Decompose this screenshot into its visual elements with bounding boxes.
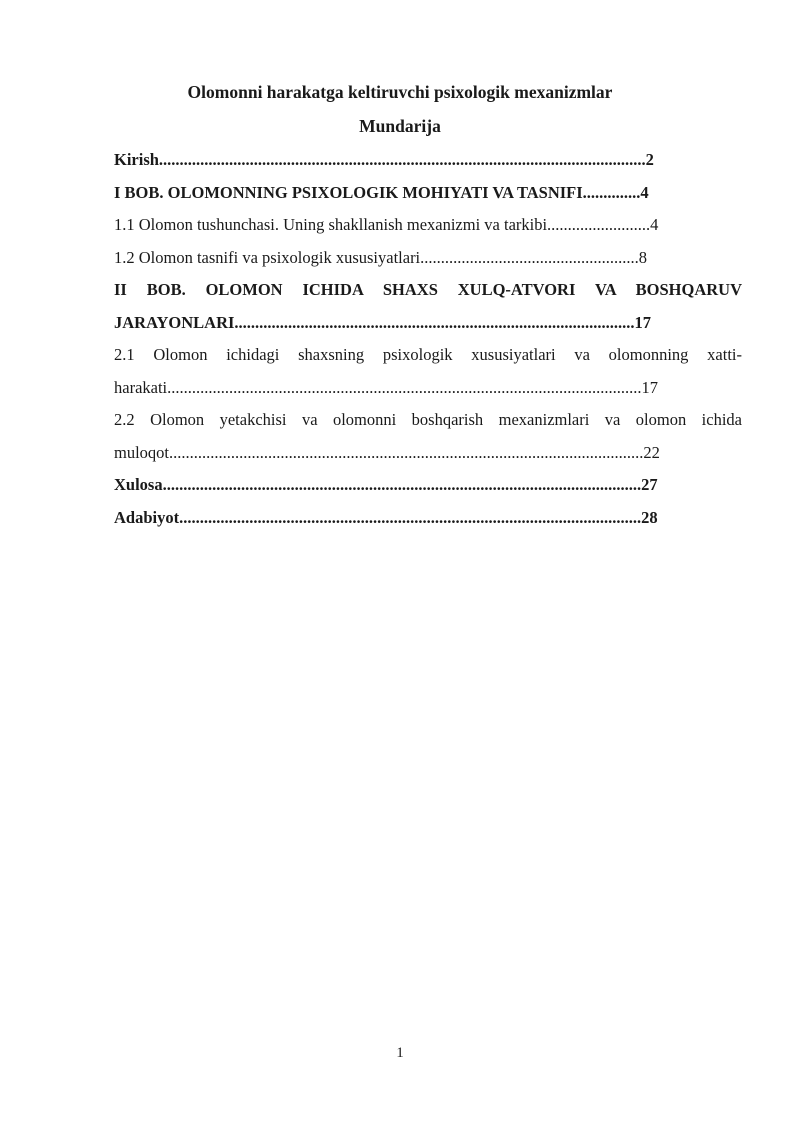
toc-entry-section-2-1-line-1: 2.1 Olomon ichidagi shaxsning psixologik xususiyatlari va olomonning xatti- [114, 345, 742, 364]
toc-entry-adabiyot: Adabiyot................................................................................................................28 [114, 507, 658, 527]
toc-entry-xulosa: Xulosa....................................................................................................................27 [114, 475, 658, 494]
toc-entry-chapter-2-line-2: JARAYONLARI.................................................................................................17 [114, 312, 652, 332]
toc-heading: Mundarija [359, 116, 441, 136]
toc-entry-section-1-1: 1.1 Olomon tushunchasi. Uning shakllanish mexanizmi va tarkibi.........................4 [114, 215, 659, 234]
toc-entry-kirish: Kirish......................................................................................................................2 [114, 150, 654, 169]
toc-entry-section-2-1-line-2: harakati...................................................................................................................17 [114, 377, 659, 397]
toc-entry-section-1-2: 1.2 Olomon tasnifi va psixologik xususiyatlari.....................................................8 [114, 247, 648, 267]
table-of-contents [114, 144, 742, 534]
toc-entry-chapter-1: I BOB. OLOMONNING PSIXOLOGIK MOHIYATI VA TASNIFI..............4 [114, 182, 649, 202]
document-title: Olomonni harakatga keltiruvchi psixologik mexanizmlar [187, 82, 613, 102]
toc-entry-section-2-2-line-2: muloqot...................................................................................................................22 [114, 442, 660, 462]
toc-entry-section-2-2-line-1: 2.2 Olomon yetakchisi va olomonni boshqarish mexanizmlari va olomon ichida [114, 410, 742, 429]
page-number: 1 [396, 1045, 404, 1061]
toc-entry-chapter-2-line-1: II BOB. OLOMON ICHIDA SHAXS XULQ-ATVORI VA BOSHQARUV [114, 280, 742, 299]
